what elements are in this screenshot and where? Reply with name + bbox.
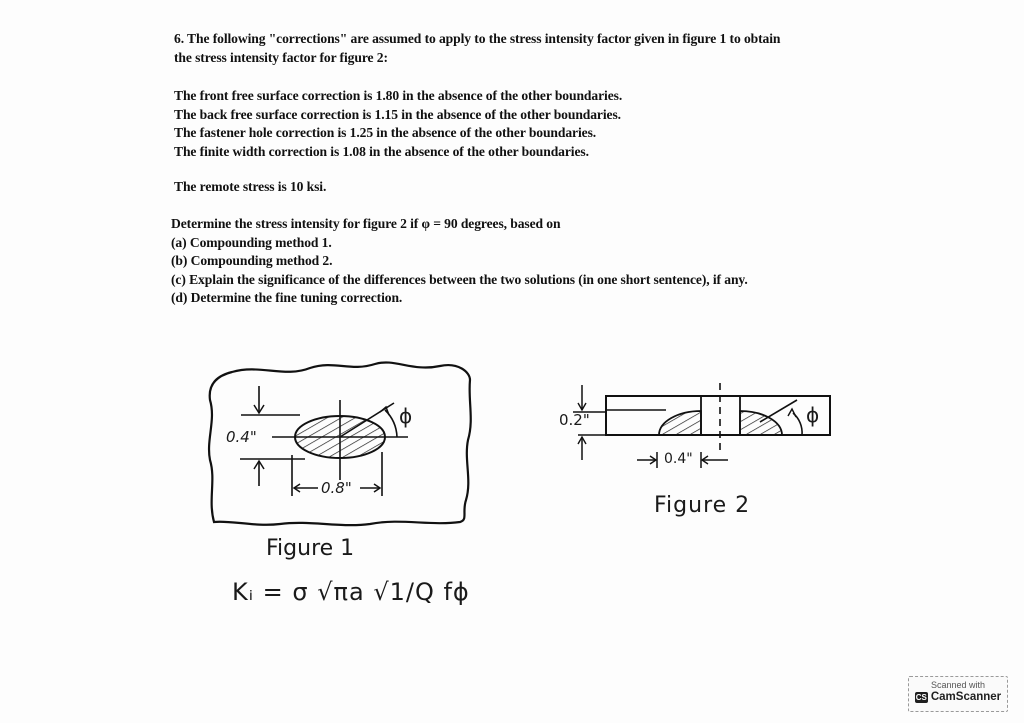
figure-2-caption: Figure 2 [654, 493, 751, 518]
camscanner-watermark [908, 676, 1008, 712]
watermark-scanned-with: Scanned with [930, 680, 986, 690]
correction-back-surface: The back free surface correction is 1.15 in the absence of the other boundaries. [174, 106, 621, 122]
fig2-phi-label: ϕ [806, 403, 820, 427]
fig2-thickness-label: 0.2" [559, 411, 590, 429]
figure-1-caption: Figure 1 [266, 536, 355, 561]
fig1-height-label: 0.4" [226, 428, 257, 446]
fig1-width-label: 0.8" [321, 479, 352, 497]
task-part-b: (b) Compounding method 2. [171, 253, 333, 269]
fig2-crack-length-label: 0.4" [664, 451, 693, 467]
fig1-phi-label: ϕ [399, 404, 413, 428]
correction-fastener-hole: The fastener hole correction is 1.25 in the absence of the other boundaries. [174, 125, 597, 141]
watermark-brand: CamScanner [930, 691, 1002, 703]
task-part-c: (c) Explain the significance of the differences between the two solutions (in one short sentence), if any. [171, 271, 748, 287]
task-part-a: (a) Compounding method 1. [171, 234, 332, 250]
remote-stress-text: The remote stress is 10 ksi. [174, 179, 327, 194]
task-intro: Determine the stress intensity for figure 2 if φ = 90 degrees, based on [171, 216, 561, 231]
stress-intensity-formula: Kᵢ = σ √πa √1/Q fϕ [232, 578, 470, 606]
correction-front-surface: The front free surface correction is 1.80 in the absence of the other boundaries. [174, 88, 623, 103]
camscanner-logo-icon: CS [915, 692, 927, 702]
question-intro-line: 6. The following "corrections" are assumed to apply to the stress intensity factor given in figure 1 to obtain [174, 31, 781, 46]
correction-finite-width: The finite width correction is 1.08 in the absence of the other boundaries. [174, 143, 589, 159]
question-intro-line: the stress intensity factor for figure 2: [174, 49, 388, 65]
task-part-d: (d) Determine the fine tuning correction. [171, 290, 403, 306]
